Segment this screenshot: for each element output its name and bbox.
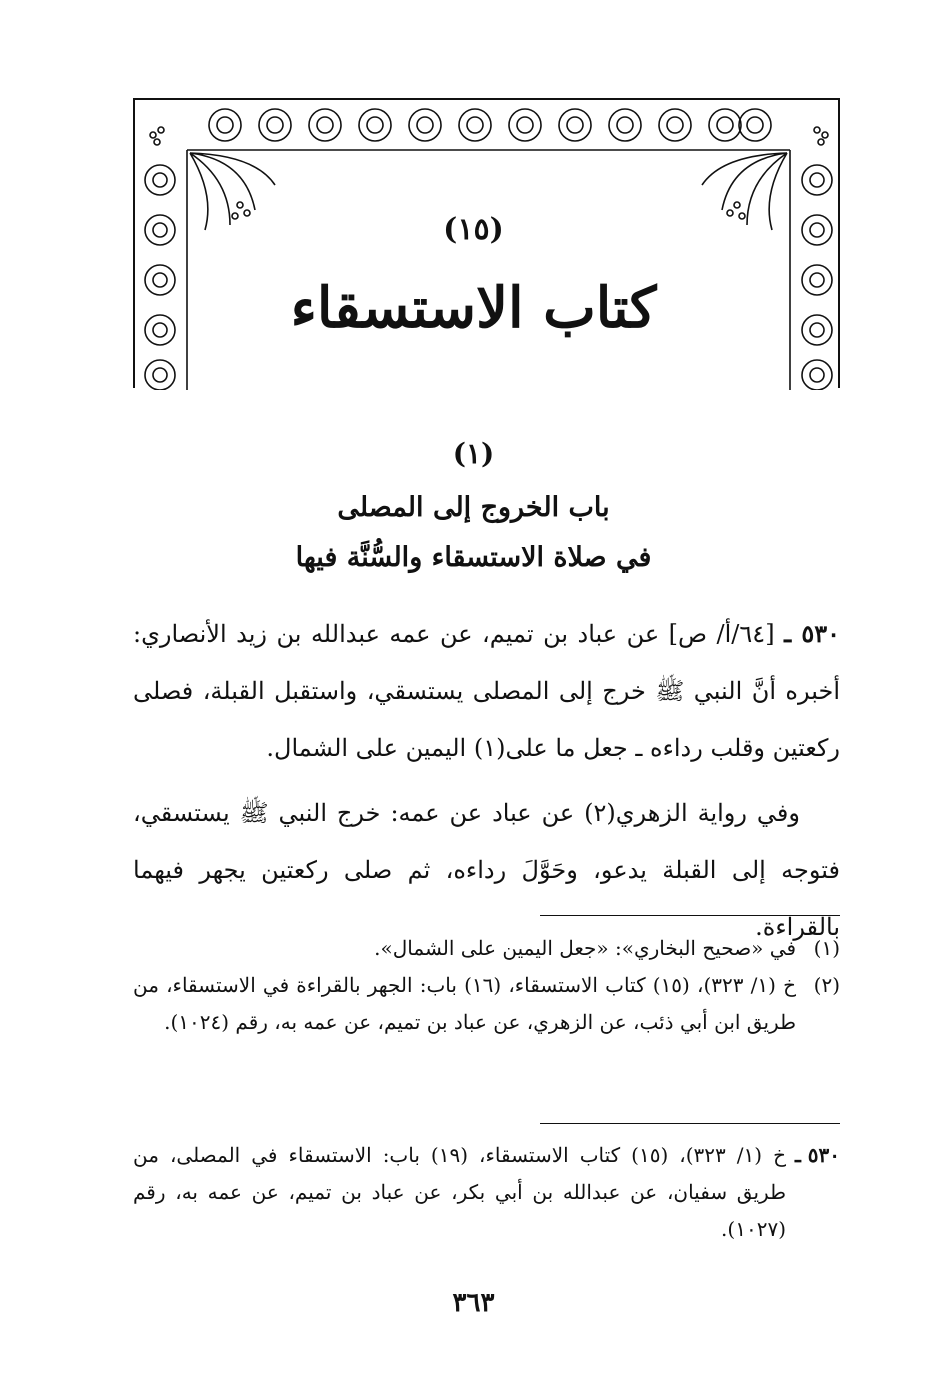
footnote-mark: (١) bbox=[813, 936, 840, 960]
footnote-divider bbox=[540, 915, 840, 916]
chapter-number: (١) bbox=[452, 437, 495, 470]
footnote bbox=[133, 967, 840, 1041]
chapter-title-line2: في صلاة الاستسقاء والسُّنَّة فيها bbox=[295, 542, 652, 573]
footnote-text: في «صحيح البخاري»: «جعل اليمين على الشمال». bbox=[374, 936, 796, 960]
source-text: خ (١/ ٣٢٣)، (١٥) كتاب الاستسقاء، (١٩) باب: الاستسقاء في المصلى، من طريق سفيان، عن عبدالله بن أبي بكر، عن عباد بن تميم، عن عمه به، رقم (١٠٢٧). bbox=[133, 1143, 786, 1241]
footnotes bbox=[133, 930, 840, 1041]
sources bbox=[133, 1137, 840, 1248]
footnote bbox=[133, 930, 840, 967]
source-mark: ٥٣٠ ـ bbox=[794, 1143, 840, 1167]
source-note bbox=[133, 1137, 840, 1248]
hadith-text: [٦٤/أ/ ص] عن عباد بن تميم، عن عمه عبدالله بن زيد الأنصاري: أخبره أنَّ النبي ﷺ خرج إلى المصلى يستسقي، واستقبل القبلة، فصلى ركعتين وقلب رداءه ـ جعل ما على(١) اليمين على الشمال. bbox=[133, 620, 840, 762]
footnote-text: خ (١/ ٣٢٣)، (١٥) كتاب الاستسقاء، (١٦) باب: الجهر بالقراءة في الاستسقاء، من طريق ابن أبي ذئب، عن الزهري، عن عباد بن تميم، عن عمه به، رقم (١٠٢٤). bbox=[133, 973, 796, 1034]
hadith-body bbox=[133, 605, 840, 956]
chapter-title-line1: باب الخروج إلى المصلى bbox=[337, 492, 610, 523]
hadith-variant-paragraph: وفي رواية الزهري(٢) عن عباد عن عمه: خرج النبي ﷺ يستسقي، فتوجه إلى القبلة يدعو، وحَوَّلَ رداءه، ثم صلى ركعتين يجهر فيهما بالقراءة. bbox=[133, 799, 840, 941]
sources-divider bbox=[540, 1123, 840, 1124]
hadith-number: ٥٣٠ ـ bbox=[784, 619, 841, 648]
hadith-paragraph bbox=[133, 605, 840, 777]
book-title: كتاب الاستسقاء bbox=[290, 275, 657, 341]
book-number: (١٥) bbox=[443, 212, 504, 247]
page-number: ٣٦٣ bbox=[452, 1288, 495, 1318]
footnote-mark: (٢) bbox=[813, 973, 840, 997]
